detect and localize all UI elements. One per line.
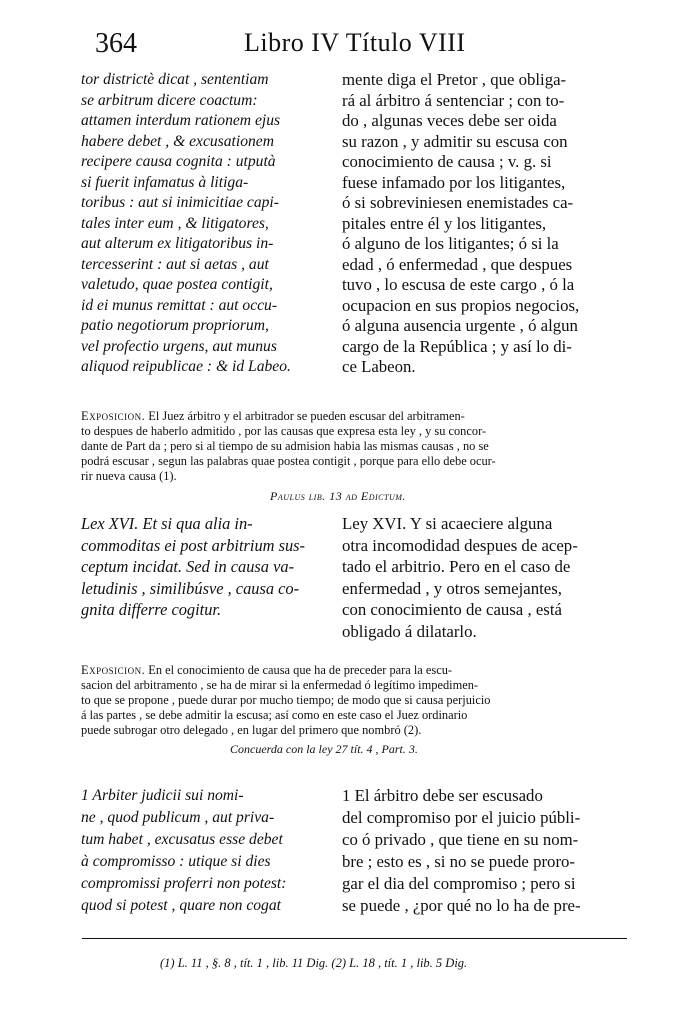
text-line: letudinis , similibúsve , causa co- (81, 578, 300, 598)
text-line: valetudo, quae postea contigit, (81, 276, 273, 293)
text-line: ó alguno de los litigantes; ó si la (342, 234, 559, 253)
text-line: ó alguna ausencia urgente , ó algun (342, 316, 578, 335)
text-line: co ó privado , que tiene en su nom- (342, 830, 579, 849)
text-line: edad , ó enfermedad , que despues (342, 254, 573, 274)
latin-column-1 (81, 70, 331, 378)
latin-column-2 (81, 513, 331, 621)
text-line: ocupacion en sus propios negocios, (342, 295, 580, 315)
text-line: gar el dia del compromiso ; pero si (342, 874, 576, 893)
text-line: si fuerit infamatus à litiga- (81, 173, 249, 191)
text-line: bre ; esto es , si no se puede proro- (342, 852, 576, 871)
text-line: rá al árbitro á sentenciar ; con to- (342, 90, 565, 110)
text-line: id ei munus remittat : aut occu- (81, 296, 278, 314)
text-line: rir nueva causa (1). (81, 469, 177, 483)
text-line: aut alterum ex litigatoribus in- (81, 235, 274, 252)
text-line: pitales entre él y los litigantes, (342, 213, 547, 233)
text-line: do , algunas veces debe ser oida (342, 111, 557, 130)
exposicion-first-line: El Juez árbitro y el arbitrador se pueden escusar del arbitramen- (145, 409, 465, 423)
exposicion-body (81, 678, 626, 738)
exposicion-label: Exposicion. (81, 409, 146, 423)
text-line: commoditas ei post arbitrium sus- (81, 535, 306, 555)
text-line: se arbitrum dicere coactum: (81, 91, 258, 109)
text-line: gnita differre cogitur. (81, 600, 222, 619)
text-line: 1 El árbitro debe ser escusado (342, 786, 543, 805)
text-line: se puede , ¿por qué no lo ha de pre- (342, 896, 581, 915)
text-line: con conocimiento de causa , está (342, 600, 562, 619)
text-line: del compromiso por el juicio públi- (342, 808, 581, 827)
text-line: 1 Arbiter judicii sui nomi- (81, 787, 244, 804)
text-line: conocimiento de causa ; v. g. si (342, 152, 552, 171)
exposicion-label: Exposicion. (81, 663, 146, 677)
spanish-column-3 (342, 785, 627, 917)
text-line: tercesserint : aut si aetas , aut (81, 255, 269, 273)
spanish-column-1 (342, 70, 622, 378)
text-line: ceptum incidat. Sed in causa va- (81, 557, 295, 576)
text-line: tado el arbitrio. Pero en el caso de (342, 557, 571, 576)
text-line: ce Labeon. (342, 357, 416, 376)
text-line: ne , quod publicum , aut priva- (81, 809, 275, 826)
spanish-column-2 (342, 513, 627, 642)
text-line: mente diga el Pretor , que obliga- (342, 70, 567, 89)
footnote-rule (82, 938, 627, 939)
text-line: á las partes , se debe admitir la escusa; así como en este caso el Juez ordinario (81, 708, 468, 722)
text-line: tum habet , excusatus esse debet (81, 831, 283, 848)
page-title: Libro IV Título VIII (244, 28, 466, 57)
text-line: enfermedad , y otros semejantes, (342, 578, 562, 598)
exposicion-first-line: En el conocimiento de causa que ha de preceder para la escu- (145, 663, 453, 677)
text-line: su razon , y admitir su escusa con (342, 131, 568, 151)
text-line: aliquod reipublicae : & id Labeo. (81, 358, 291, 375)
text-line: to despues de haberlo admitido , por las causas que expresa esta ley , y su concor- (81, 424, 487, 438)
text-line: toribus : aut si inimicitiae capi- (81, 194, 279, 211)
text-line: otra incomodidad despues de acep- (342, 535, 578, 555)
text-line: sacion del arbitramento , se ha de mirar si la enfermedad ó legítimo impedimen- (81, 678, 479, 692)
source-citation-1: Paulus lib. 13 ad Edictum. (270, 489, 406, 503)
text-line: cargo de la República ; y así lo di- (342, 336, 572, 356)
text-line: Ley XVI. Y si acaeciere alguna (342, 514, 553, 533)
text-line: fuese infamado por los litigantes, (342, 172, 566, 192)
text-line: recipere causa cognita : utputà (81, 153, 276, 170)
footnote: (1) L. 11 , §. 8 , tít. 1 , lib. 11 Dig. (2) L. 18 , tít. 1 , lib. 5 Dig. (160, 956, 468, 970)
text-line: dante de Part da ; pero si al tiempo de su admision habia las mismas causas , no se (81, 439, 489, 453)
exposicion-body (81, 424, 626, 484)
text-line: quod si potest , quare non cogat (81, 897, 281, 914)
text-line: podrá escusar , segun las palabras quae postea contigit , porque para ello debe ocur- (81, 454, 496, 468)
text-line: obligado á dilatarlo. (342, 621, 477, 641)
text-line: compromissi proferri non potest: (81, 875, 287, 892)
text-line: tor districtè dicat , sententiam (81, 71, 269, 88)
exposicion-1 (81, 409, 626, 484)
text-line: à compromisso : utique si dies (81, 853, 271, 870)
text-line: attamen interdum rationem ejus (81, 112, 281, 129)
text-line: habere debet , & excusationem (81, 132, 274, 150)
text-line: ó si sobreviniesen enemistades ca- (342, 193, 574, 212)
text-line: to que se propone , puede durar por mucho tiempo; de modo que si causa perjuicio (81, 693, 491, 707)
text-line: tuvo , lo escusa de este cargo , ó la (342, 275, 575, 294)
page-number: 364 (95, 28, 137, 59)
text-line: tales inter eum , & litigatores, (81, 214, 269, 232)
latin-column-3 (81, 785, 331, 917)
text-line: patio negotiorum propriorum, (81, 317, 269, 334)
text-line: puede subrogar otro delegado , en lugar del primero que nombró (2). (81, 723, 422, 737)
text-line: Lex XVI. Et si qua alia in- (81, 514, 253, 533)
text-line: vel profectio urgens, aut munus (81, 337, 277, 355)
source-citation-2: Concuerda con la ley 27 tít. 4 , Part. 3. (230, 742, 418, 756)
exposicion-2 (81, 663, 626, 738)
